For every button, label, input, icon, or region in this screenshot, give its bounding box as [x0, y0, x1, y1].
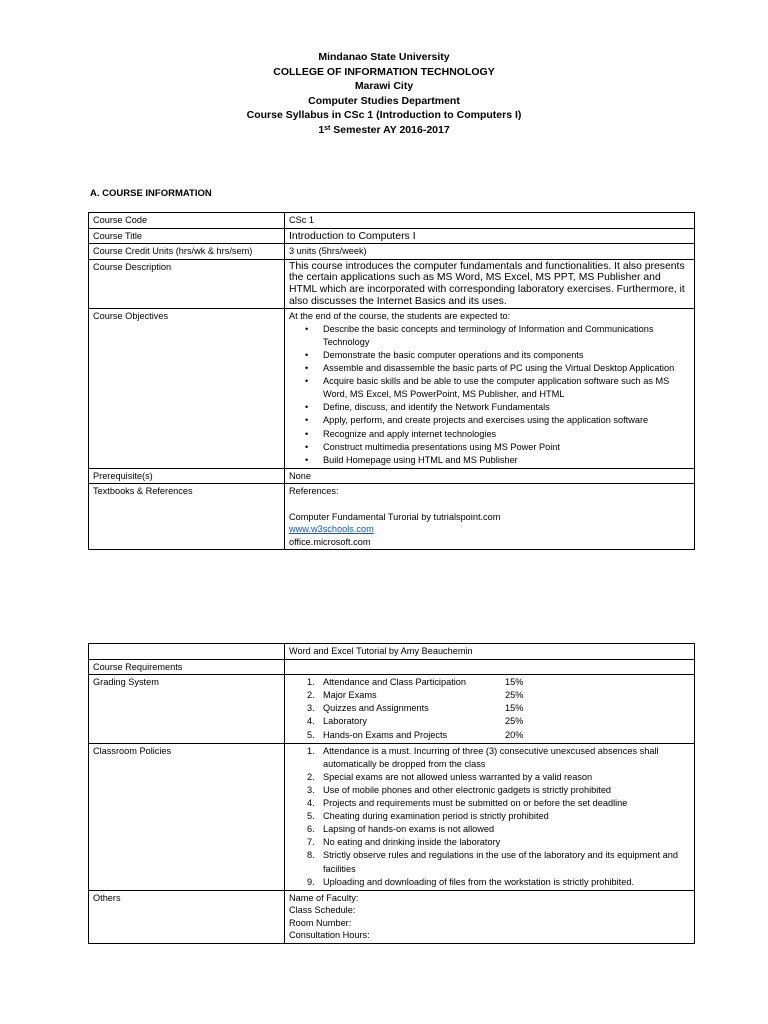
course-title-label: Course Title [89, 228, 285, 244]
reference-item: Computer Fundamental Turorial by tutrialspoint.com [289, 511, 501, 522]
textbooks-label: Textbooks & References [89, 484, 285, 550]
course-code-label: Course Code [89, 213, 285, 229]
references-heading: References: [289, 486, 339, 497]
course-requirements-table [88, 643, 695, 944]
objectives-label: Course Objectives [89, 309, 285, 469]
class-schedule-line: Class Schedule: [289, 905, 356, 916]
grading-label: Grading System [89, 675, 285, 743]
list-item: 4. Laboratory 25% [307, 716, 524, 727]
list-item: 2. Major Exams 25% [307, 690, 524, 701]
list-item: 7. No eating and drinking inside the laboratory [307, 837, 501, 848]
list-item: • Build Homepage using HTML and MS Publisher [323, 454, 690, 467]
table-row [89, 675, 695, 743]
course-code-value: CSc 1 [285, 213, 695, 229]
reference-link[interactable]: www.w3schools.com [289, 524, 374, 535]
list-item: 4. Projects and requirements must be submitted on or before the set deadline [307, 798, 628, 809]
reference-item: office.microsoft.com [289, 536, 371, 547]
table-row [89, 213, 695, 229]
list-item: • Apply, perform, and create projects and exercises using the application software [323, 414, 690, 427]
semester-line: 1st Semester AY 2016-2017 [318, 123, 450, 136]
department-name: Computer Studies Department [308, 94, 460, 107]
list-item: • Recognize and apply internet technologies [323, 428, 690, 441]
faculty-name-line: Name of Faculty: [289, 892, 359, 903]
description-value: This course introduces the computer fundamentals and functionalities. It also presents the certain applications such as MS Word, MS Excel, MS PPT, MS Publisher and HTML which are incorporated with corresponding laboratory exercises. Furthermore, it also discusses the Internet Basics and its uses. [285, 259, 695, 308]
consultation-hours-line: Consultation Hours: [289, 930, 370, 941]
credit-units-value: 3 units (5hrs/week) [285, 244, 695, 260]
list-item: 9. Uploading and downloading of files from the workstation is strictly prohibited. [307, 876, 635, 887]
university-name: Mindanao State University [318, 51, 450, 63]
city-name: Marawi City [354, 80, 414, 93]
list-item: 1. Attendance is a must. Incurring of three (3) consecutive unexcused absences shall automatically be dropped from the class [307, 745, 659, 769]
policies-value [285, 743, 695, 890]
textbooks-value [285, 484, 695, 550]
table-row [89, 244, 695, 260]
list-item: 3. Use of mobile phones and other electronic gadgets is strictly prohibited [307, 784, 612, 795]
list-item: • Acquire basic skills and be able to use the computer application software such as MS Word, MS Excel, MS PowerPoint, MS Publisher, and HTML [323, 375, 690, 401]
list-item: • Define, discuss, and identify the Network Fundamentals [323, 401, 690, 414]
room-number-line: Room Number: [289, 917, 352, 928]
table-row [89, 468, 695, 484]
policies-label: Classroom Policies [89, 743, 285, 890]
table-row [89, 484, 695, 550]
policies-list [289, 745, 690, 889]
empty-label-cell [89, 644, 285, 660]
list-item: • Construct multimedia presentations using MS Power Point [323, 441, 690, 454]
list-item: 3. Quizzes and Assignments 15% [307, 703, 524, 714]
list-item: • Demonstrate the basic computer operations and its components [323, 349, 690, 362]
requirements-label: Course Requirements [89, 659, 285, 675]
reference-continued: Word and Excel Tutorial by Amy Beauchemin [285, 644, 695, 660]
objectives-intro: At the end of the course, the students are expected to: [289, 311, 511, 322]
list-item: • Describe the basic concepts and terminology of Information and Communications Technology [323, 323, 690, 349]
document-header [0, 50, 768, 138]
list-item: 6. Lapsing of hands-on exams is not allowed [307, 824, 495, 835]
requirements-value [285, 659, 695, 675]
college-name: COLLEGE OF INFORMATION TECHNOLOGY [273, 65, 495, 78]
objectives-list [289, 323, 690, 467]
list-item: 2. Special exams are not allowed unless warranted by a valid reason [307, 771, 593, 782]
others-value [285, 890, 695, 943]
list-item: 5. Hands-on Exams and Projects 20% [307, 729, 524, 740]
syllabus-title: Course Syllabus in CSc 1 (Introduction to Computers I) [246, 109, 522, 122]
list-item: 1. Attendance and Class Participation 15% [307, 677, 524, 688]
table-row [89, 743, 695, 890]
course-title-value: Introduction to Computers I [285, 228, 695, 244]
table-row [89, 309, 695, 469]
prerequisite-value: None [285, 468, 695, 484]
grading-value [285, 675, 695, 743]
table-row [89, 659, 695, 675]
description-label: Course Description [89, 259, 285, 308]
list-item: • Assemble and disassemble the basic parts of PC using the Virtual Desktop Application [323, 362, 690, 375]
objectives-value [285, 309, 695, 469]
section-a-title: A. COURSE INFORMATION [90, 188, 212, 199]
prerequisite-label: Prerequisite(s) [89, 468, 285, 484]
grading-list [289, 676, 690, 741]
list-item: 8. Strictly observe rules and regulations in the use of the laboratory and its equipment and facilities [307, 850, 678, 874]
table-row [89, 228, 695, 244]
table-row [89, 890, 695, 943]
table-row [89, 644, 695, 660]
credit-units-label: Course Credit Units (hrs/wk & hrs/sem) [89, 244, 285, 260]
others-label: Others [89, 890, 285, 943]
course-info-table [88, 212, 695, 550]
list-item: 5. Cheating during examination period is strictly prohibited [307, 811, 549, 822]
table-row [89, 259, 695, 308]
